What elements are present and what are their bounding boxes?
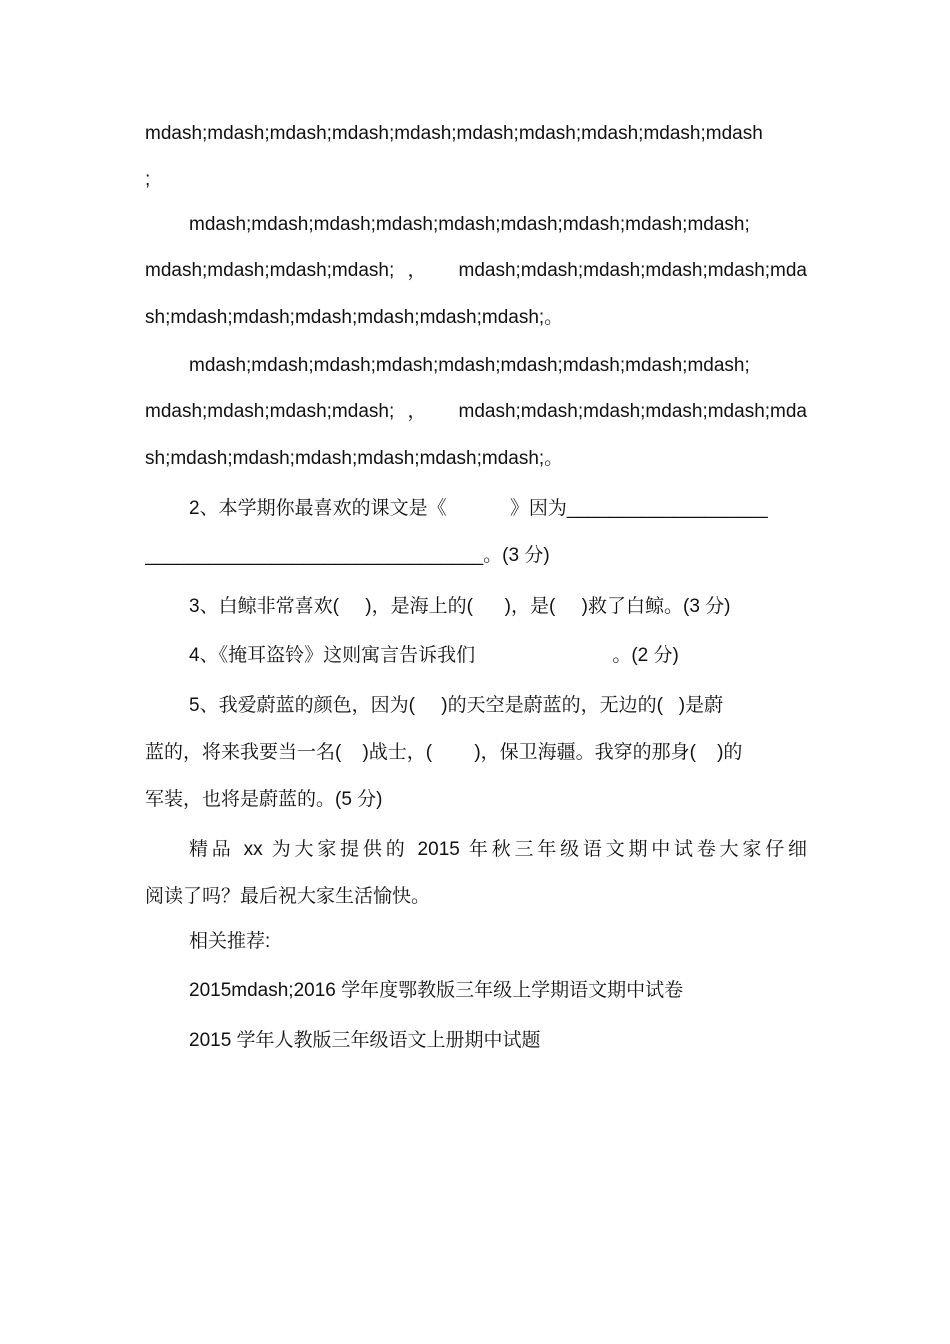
question-2-line: ________________________________。(3 分) [145,545,550,566]
question-4-line: 4、《掩耳盗铃》这则寓言告诉我们 。(2 分) [189,645,679,666]
text-line: mdash;mdash;mdash;mdash;， mdash;mdash;mdash;mdash;mdash;mda [145,260,807,281]
text-line: mdash;mdash;mdash;mdash;mdash;mdash;mdash;mdash;mdash; [189,355,750,376]
text-line: sh;mdash;mdash;mdash;mdash;mdash;mdash;。 [145,307,564,328]
question-2-line: 2、本学期你最喜欢的课文是《 》因为___________________ [189,498,768,519]
question-3-line: 3、白鲸非常喜欢( )，是海上的( )，是( )救了白鲸。(3 分) [189,596,731,617]
text-line: mdash;mdash;mdash;mdash;mdash;mdash;mdash;mdash;mdash; [189,214,750,235]
closing-paragraph-line: 阅读了吗？最后祝大家生活愉快。 [145,886,431,907]
related-link[interactable]: 2015 学年人教版三年级语文上册期中试题 [189,1030,541,1051]
related-heading: 相关推荐: [189,931,271,952]
question-5-line: 5、我爱蔚蓝的颜色，因为( )的天空是蔚蓝的，无边的( )是蔚 [189,695,724,716]
text-line: sh;mdash;mdash;mdash;mdash;mdash;mdash;。 [145,448,564,469]
question-5-line: 军装，也将是蔚蓝的。(5 分) [145,789,383,810]
text-line: mdash;mdash;mdash;mdash;mdash;mdash;mdash;mdash;mdash;mdash [145,123,763,144]
text-line: mdash;mdash;mdash;mdash;， mdash;mdash;mdash;mdash;mdash;mda [145,401,807,422]
text-line: ; [145,169,151,190]
closing-paragraph-line: 精品 xx 为大家提供的 2015 年秋三年级语文期中试卷大家仔细 [189,839,807,860]
related-link[interactable]: 2015mdash;2016 学年度鄂教版三年级上学期语文期中试卷 [189,980,684,1001]
question-5-line: 蓝的，将来我要当一名( )战士，( )，保卫海疆。我穿的那身( )的 [145,742,743,763]
